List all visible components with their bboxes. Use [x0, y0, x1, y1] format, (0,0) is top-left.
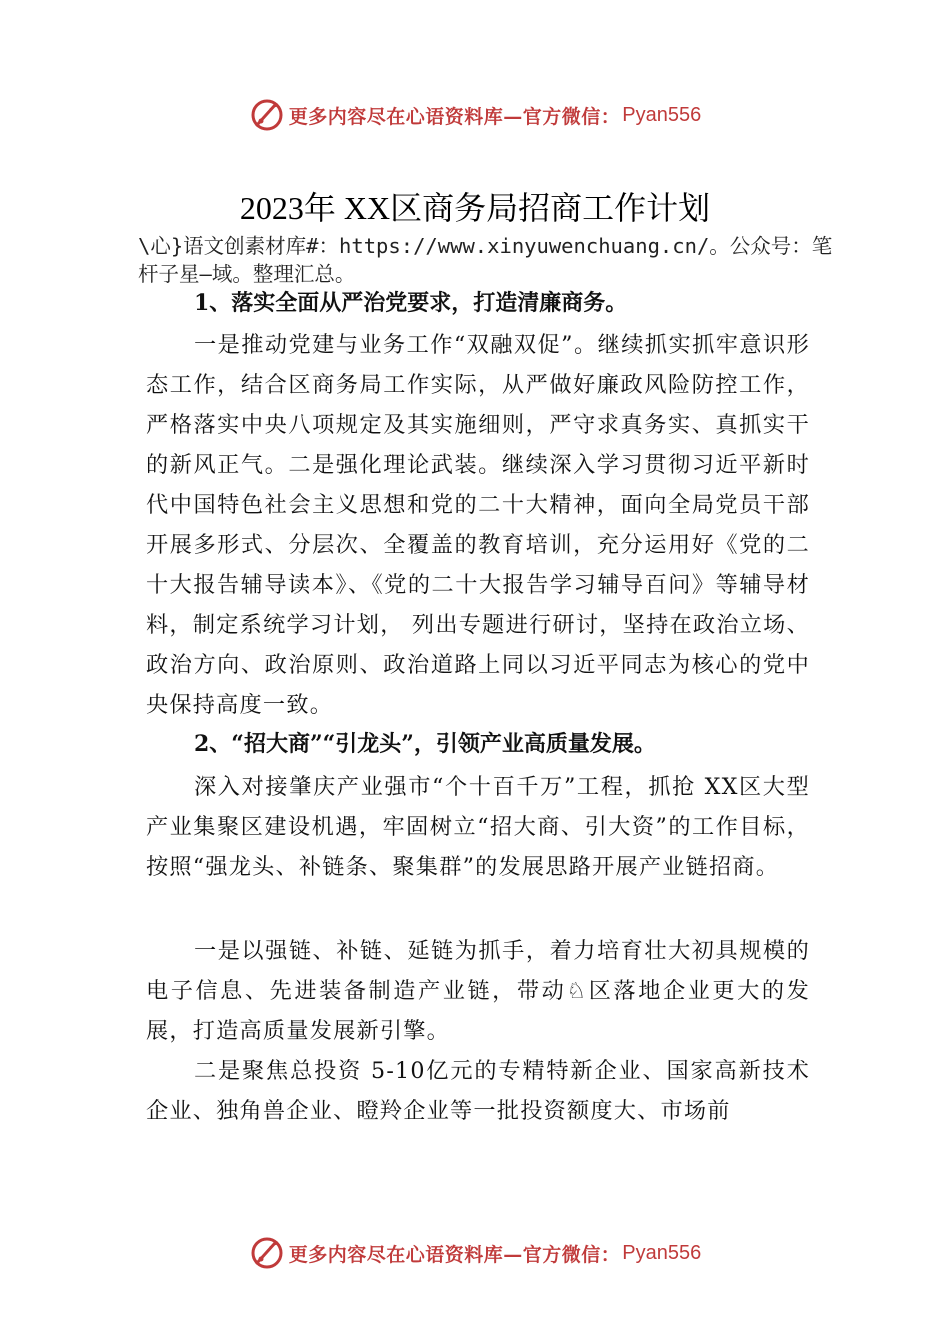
banner-wechat-id: Pyan556	[622, 1241, 702, 1264]
paragraph-4: 二是聚焦总投资 5-10亿元的专精特新企业、国家高新技术企业、独角兽企业、瞪羚企业等一批投资额度大、市场前	[146, 1058, 810, 1124]
section-heading-1: 1、落实全面从严治党要求，打造清廉商务。	[194, 290, 628, 316]
banner-text: 更多内容尽在心语资料库—官方微信：	[288, 1243, 621, 1266]
document-title: 2023年 XX区商务局招商工作计划	[239, 190, 711, 226]
paragraph-3: 一是以强链、补链、延链为抓手，着力培育壮大初具规模的电子信息、先进装备制造产业链，带动♘区落地企业更大的发展，打造高质量发展新引擎。	[146, 938, 810, 1044]
paragraph-1: 一是推动党建与业务工作“双融双促”。继续抓实抓牢意识形态工作，结合区商务局工作实际，从严做好廉政风险防控工作，严格落实中央八项规定及其实施细则，严守求真务实、真抓实干的新风正气。二是强化理论武装。继续深入学习贯彻习近平新时代中国特色社会主义思想和党的二十大精神，面向全局党员干部开展多形式、分层次、全覆盖的教育培训，充分运用好《党的二十大报告辅导读本》、《党的二十大报告学习辅导百问》等辅导材料，制定系统学习计划， 列出专题进行研讨，坚持在政治立场、政治方向、政治原则、政治道路上同以习近平同志为核心的党中央保持高度一致。	[146, 332, 810, 718]
header-watermark-banner	[0, 95, 950, 135]
source-note: \心}语文创素材库#：https://www.xinyuwenchuang.cn/。公众号：笔杆子星—域。整理汇总。	[138, 234, 833, 286]
banner-wechat-id: Pyan556	[622, 103, 702, 126]
brand-logo-icon	[249, 97, 285, 133]
banner-text: 更多内容尽在心语资料库—官方微信：	[288, 105, 621, 128]
footer-watermark-banner	[0, 1233, 950, 1273]
section-heading-2: 2、“招大商”“引龙头”，引领产业高质量发展。	[194, 731, 656, 757]
brand-logo-icon	[249, 1235, 285, 1271]
paragraph-2: 深入对接肇庆产业强市“个十百千万”工程，抓抢 XX区大型产业集聚区建设机遇，牢固树立“招大商、引大资”的工作目标，按照“强龙头、补链条、聚集群”的发展思路开展产业链招商。	[146, 774, 810, 880]
